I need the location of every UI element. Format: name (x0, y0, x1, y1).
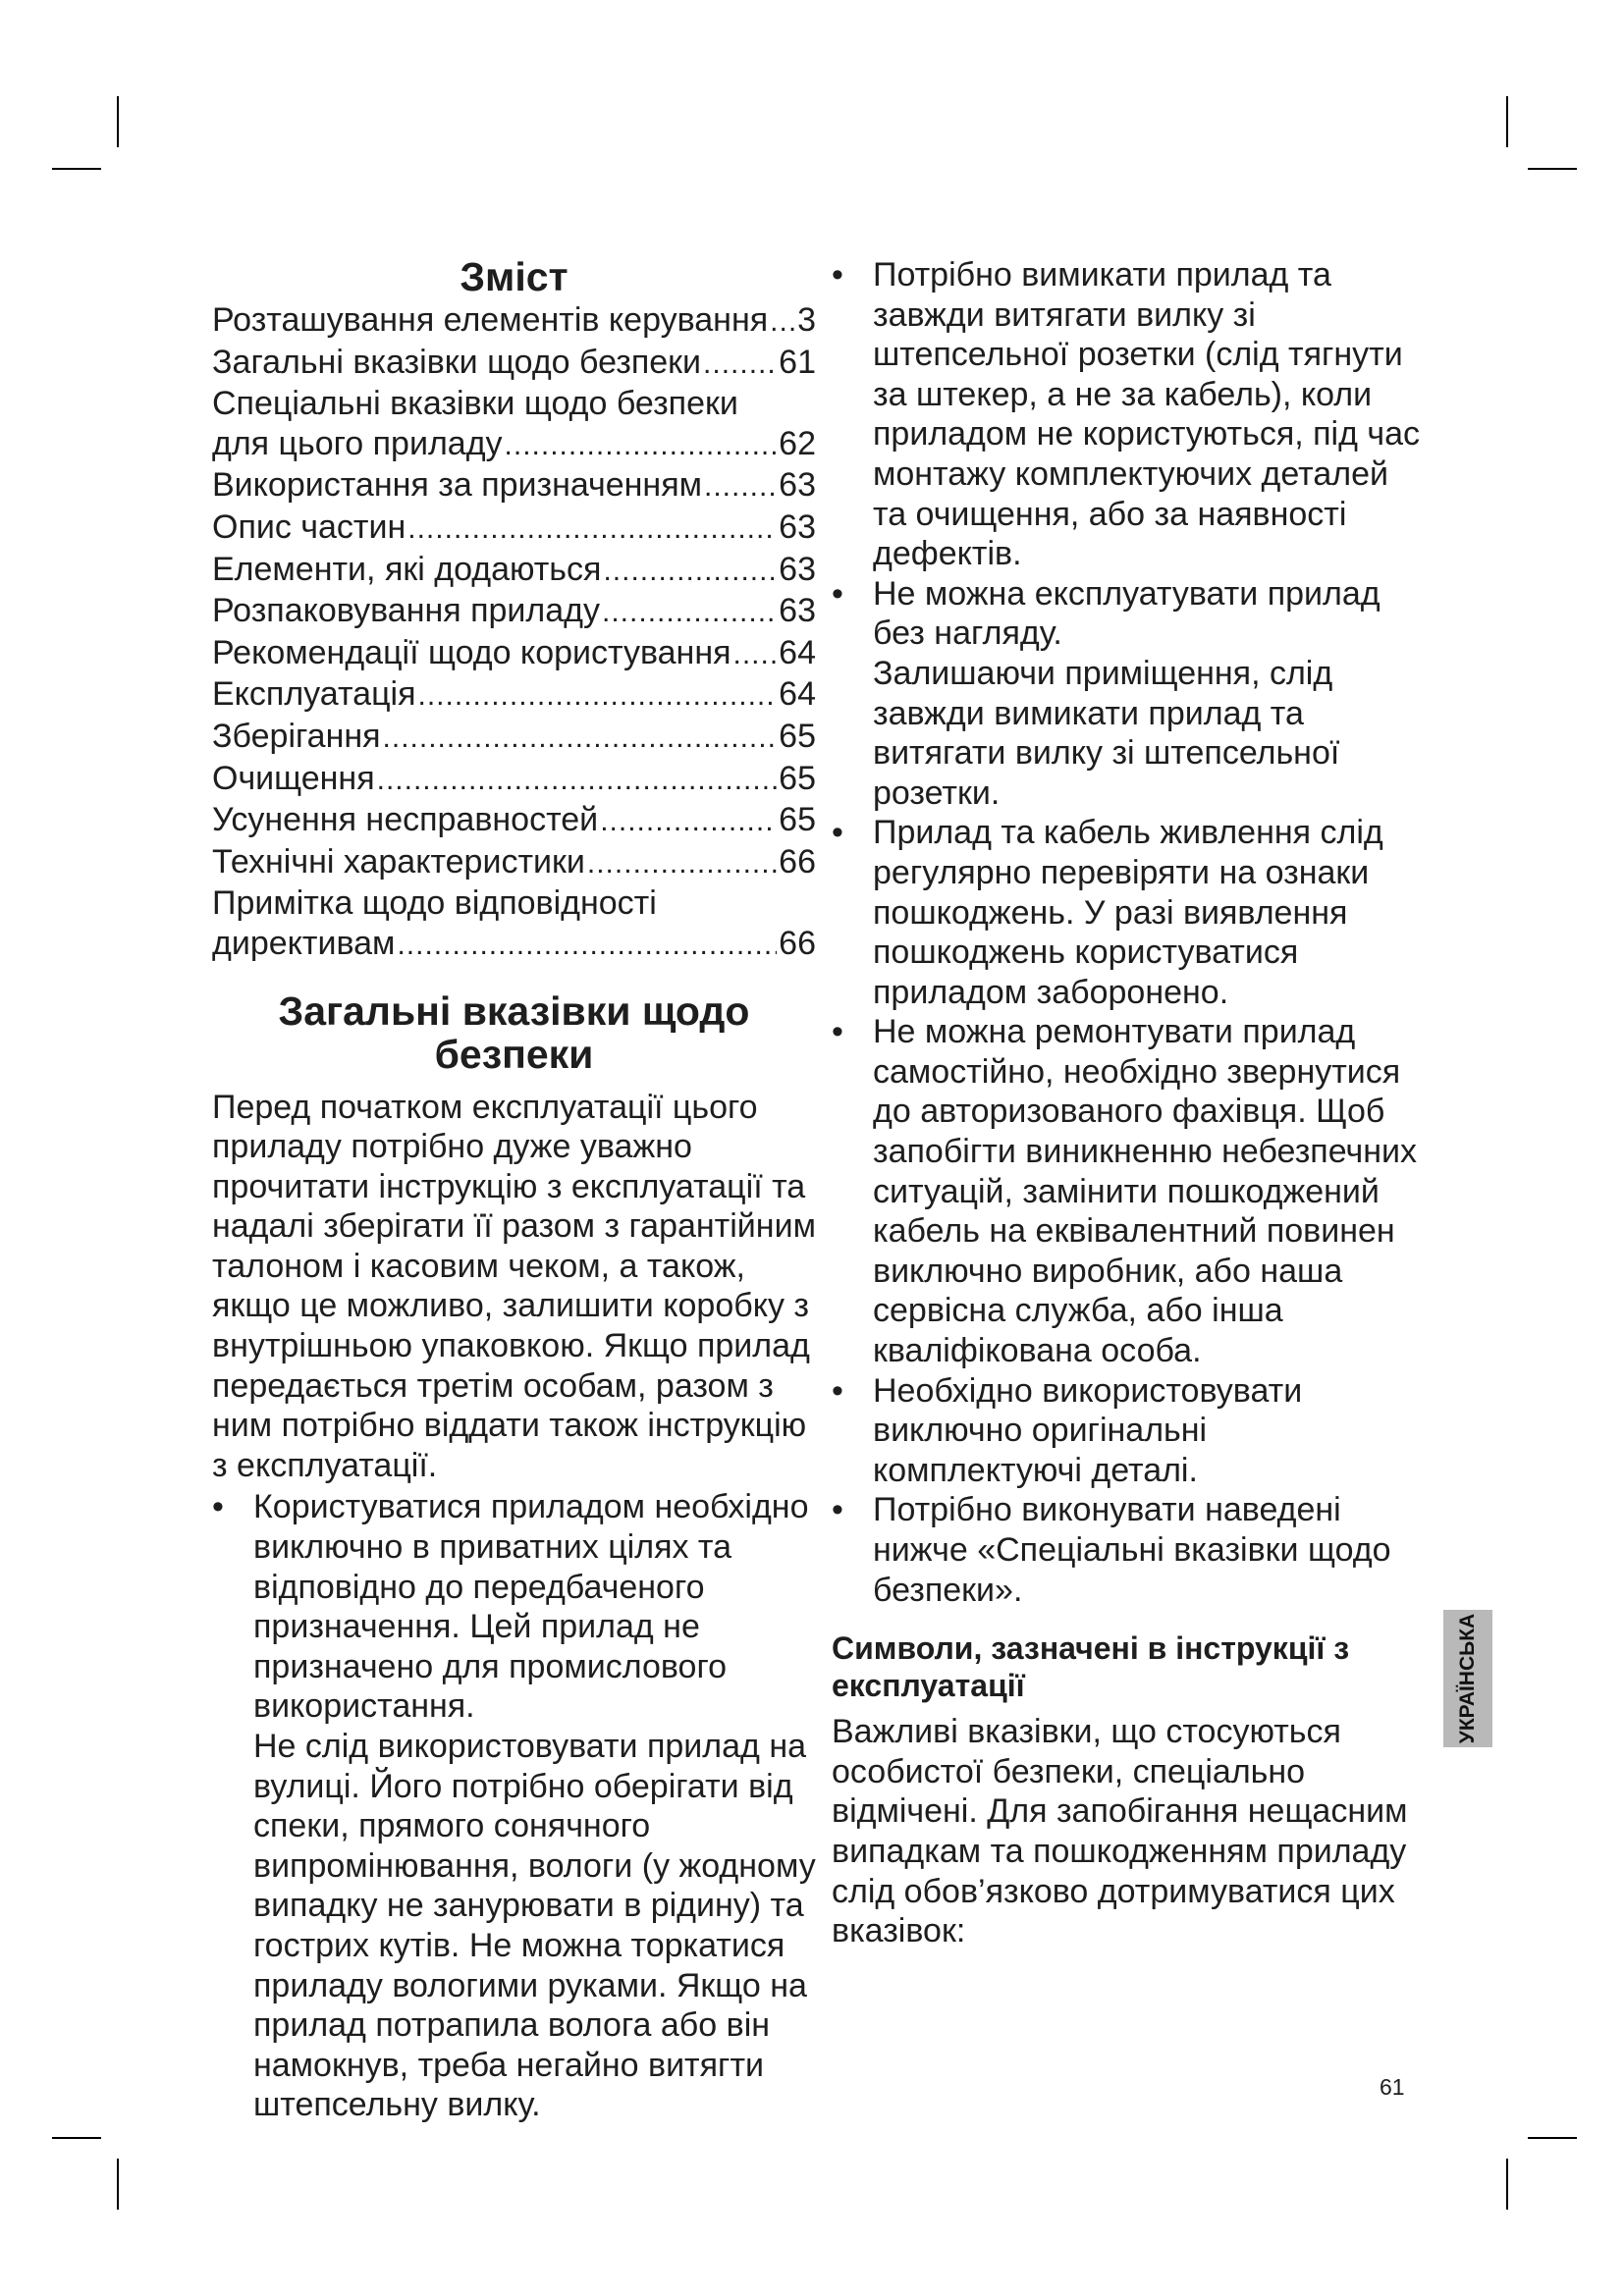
toc-entry-page: 65 (779, 717, 816, 755)
toc-entry-label: Використання за призначенням (212, 466, 702, 505)
toc-entry-label: Елементи, які додаються (212, 550, 602, 588)
toc-entry (212, 883, 816, 924)
paragraph: Залишаючи приміщення, слід завжди вимикати прилад та витягати вилку зі штепсельної розетки. (873, 654, 1340, 812)
bullet-dot: • (832, 574, 843, 613)
list-item: • Необхідно використовувати виключно оригінальні комплектуючі деталі. (832, 1371, 1303, 1489)
list-item: • Не можна експлуатувати прилад без нагляду. (832, 574, 1380, 653)
toc-entry-label: Очищення (212, 759, 375, 797)
toc-leader-dots (600, 802, 777, 842)
toc-entry-page: 61 (779, 343, 816, 381)
bullet-dot: • (832, 256, 843, 294)
toc-leader-dots (407, 509, 777, 550)
toc-leader-dots (770, 302, 795, 343)
toc-entry-label: Спеціальні вказівки щодо безпеки (212, 385, 738, 423)
toc-entry-page: 66 (779, 924, 816, 962)
toc-entry-page: 64 (779, 633, 816, 671)
toc-leader-dots (602, 593, 777, 633)
toc-leader-dots (397, 926, 777, 966)
toc-entry (212, 465, 816, 507)
toc-entry-page: 64 (779, 675, 816, 714)
toc-entry-page: 3 (797, 301, 816, 339)
toc-entry (212, 507, 816, 550)
list-item: • Не можна ремонтувати прилад самостійно, необхідно звернутися до авторизованого фахівця. Щоб запобігти виникненню небезпечних ситуацій, замінити пошкоджений кабель на еквівалентний повинен виключно виробник, або наша сервісна служба, або інша кваліфікована особа. (832, 1013, 1417, 1370)
toc-entry-label: Опис частин (212, 507, 406, 546)
toc-entry-label: Загальні вказівки щодо безпеки (212, 343, 702, 381)
toc-entry-label: для цього приладу (212, 424, 503, 462)
toc-entry-page: 62 (779, 424, 816, 462)
language-tab (1443, 1610, 1492, 1747)
toc-entry-label: Примітка щодо відповідності (212, 884, 657, 923)
crop-mark (1506, 2159, 1508, 2210)
crop-mark (117, 96, 119, 147)
toc-entry-label: Розташування елементів керування (212, 301, 769, 339)
toc-leader-dots (704, 467, 777, 507)
list-item: • Прилад та кабель живлення слід регулярно перевіряти на ознаки пошкоджень. У разі виявлення пошкоджень користуватися приладом заборонено. (832, 814, 1383, 1011)
toc-entry (212, 674, 816, 717)
toc-entry-label: Розпаковування приладу (212, 592, 601, 630)
list-item: • Користуватися приладом необхідно виключно в приватних цілях та відповідно до передбаченого призначення. Цей прилад не призначено для промислового використання. (212, 1488, 809, 1726)
toc-entry-page: 63 (779, 550, 816, 588)
toc-entry-label: Рекомендації щодо користування (212, 633, 731, 671)
toc-entry (212, 343, 816, 385)
toc-leader-dots (733, 635, 778, 675)
crop-mark (52, 2137, 101, 2139)
bullet-dot: • (832, 1491, 843, 1529)
paragraph: Не слід використовувати прилад на вулиці. Його потрібно оберігати від спеки, прямого сонячного випромінювання, вологи (у жодному випадку не занурювати в рідину) та гострих кутів. Не можна торкатися приладу вологими руками. Якщо на прилад потрапила волога або він намокнув, треба негайно витягти штепсельну вилку. (253, 1728, 816, 2124)
toc-entry-page: 65 (779, 759, 816, 797)
toc-entry (212, 842, 816, 884)
bullet-dot: • (212, 1488, 224, 1526)
toc-leader-dots (418, 676, 778, 717)
toc-entry-label: директивам (212, 924, 396, 962)
bullet-dot: • (832, 1013, 843, 1051)
toc-leader-dots (587, 844, 777, 884)
toc-entry-page: 65 (779, 801, 816, 839)
toc-entry (212, 384, 816, 424)
toc-entry (212, 550, 816, 592)
toc-entry (212, 633, 816, 675)
toc-entry-label: Технічні характеристики (212, 842, 585, 881)
crop-mark (117, 2159, 119, 2210)
list-item: • Потрібно вимикати прилад та завжди витягати вилку зі штепсельної розетки (слід тягнути за штекер, а не за кабель), коли приладом не користуються, під час монтажу комплектуючих деталей та очищення, або за наявності дефектів. (832, 256, 1420, 573)
toc-entry (212, 759, 816, 801)
toc-entry-page: 66 (779, 842, 816, 881)
page-number: 61 (1380, 2074, 1405, 2100)
toc-entry (212, 424, 816, 466)
crop-mark (1528, 168, 1577, 170)
symbols-text: Важливі вказівки, що стосуються особистої безпеки, спеціально відмічені. Для запобігання нещасним випадкам та пошкодженням приладу слід обов’язково дотримуватися цих вказівок: (832, 1713, 1408, 1950)
toc-entry-page: 63 (779, 507, 816, 546)
crop-mark (1528, 2137, 1577, 2139)
bullet-dot: • (832, 814, 843, 852)
left-column (212, 255, 816, 2125)
toc-leader-dots (505, 426, 778, 466)
toc-entry-page: 63 (779, 592, 816, 630)
toc-entry-page: 63 (779, 466, 816, 505)
list-item: • Потрібно виконувати наведені нижче «Спеціальні вказівки щодо безпеки». (832, 1491, 1391, 1609)
toc-leader-dots (377, 761, 778, 801)
safety-title: Загальні вказівки щодо безпеки (278, 988, 750, 1077)
crop-mark (1506, 96, 1508, 147)
bullet-dot: • (832, 1371, 843, 1410)
safety-intro: Перед початком експлуатації цього приладу потрібно дуже уважно прочитати інструкцію з експлуатації та надалі зберігати її разом з гарантійним талоном і касовим чеком, а також, якщо це можливо, залишити коробку з внутрішньою упаковкою. Якщо прилад передається третім особам, разом з ним потрібно віддати також інструкцію з експлуатації. (212, 1088, 816, 1484)
crop-mark (52, 168, 101, 170)
toc-entry (212, 924, 816, 966)
toc-leader-dots (603, 552, 777, 592)
toc-entry (212, 717, 816, 759)
symbols-title: Символи, зазначені в інструкції з експлуатації (832, 1630, 1350, 1704)
language-tab-label: УКРАЇНСЬКА (1456, 1613, 1479, 1744)
toc-list (212, 300, 816, 966)
toc-entry (212, 800, 816, 842)
toc-entry (212, 591, 816, 633)
toc-leader-dots (703, 345, 777, 385)
toc-entry (212, 300, 816, 343)
toc-entry-label: Усунення несправностей (212, 801, 599, 839)
toc-entry-label: Експлуатація (212, 675, 416, 714)
toc-leader-dots (383, 719, 778, 759)
right-column (832, 255, 1421, 1951)
toc-title: Зміст (460, 254, 568, 299)
toc-entry-label: Зберігання (212, 717, 381, 755)
